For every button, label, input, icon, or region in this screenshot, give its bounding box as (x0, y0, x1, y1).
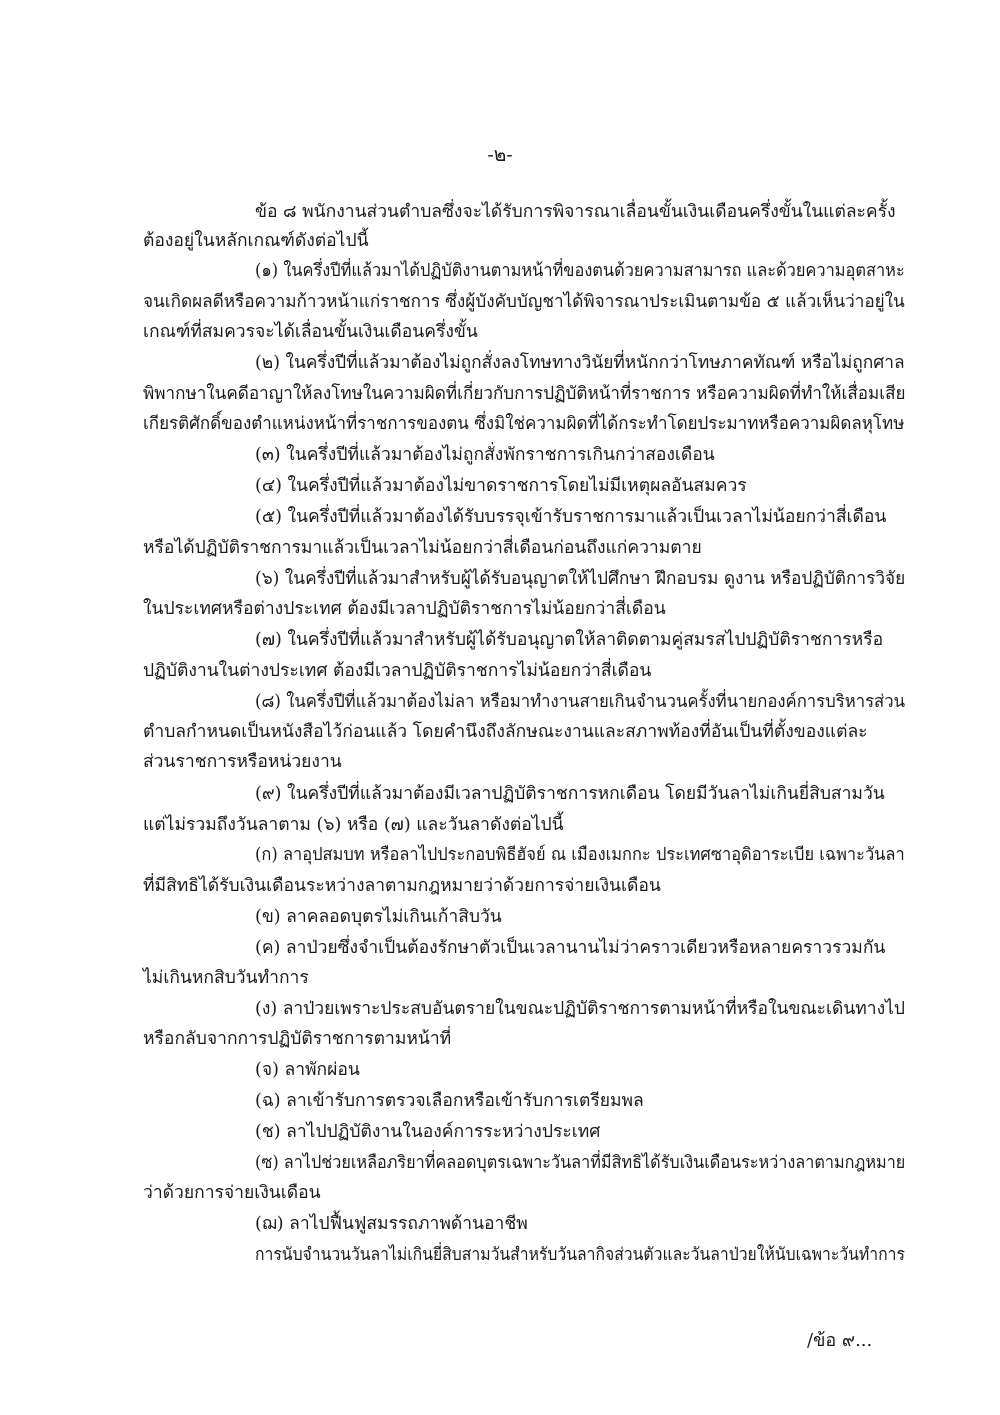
paragraph-line: (ฉ) ลาเข้ารับการตรวจเลือกหรือเข้ารับการเตรียมพล (255, 1091, 644, 1111)
paragraph-line: (๒) ในครึ่งปีที่แล้วมาต้องไม่ถูกสั่งลงโทษทางวินัยที่หนักกว่าโทษภาคทัณฑ์ หรือไม่ถูกศาล (255, 353, 905, 373)
paragraph-line: (๘) ในครึ่งปีที่แล้วมาต้องไม่ลา หรือมาทำงานสายเกินจำนวนครั้งที่นายกองค์การบริหารส่วน (255, 692, 906, 712)
paragraph-line: (๔) ในครึ่งปีที่แล้วมาต้องไม่ขาดราชการโดยไม่มีเหตุผลอันสมควร (255, 476, 747, 496)
paragraph-line: (ง) ลาป่วยเพราะประสบอันตรายในขณะปฏิบัติราชการตามหน้าที่หรือในขณะเดินทางไป (255, 999, 905, 1019)
paragraph-line: (จ) ลาพักผ่อน (255, 1060, 360, 1080)
paragraph-line: (๕) ในครึ่งปีที่แล้วมาต้องได้รับบรรจุเข้ารับราชการมาแล้วเป็นเวลาไม่น้อยกว่าสี่เดือน (255, 507, 887, 527)
paragraph-line: ว่าด้วยการจ่ายเงินเดือน (143, 1183, 321, 1203)
paragraph-line: ส่วนราชการหรือหน่วยงาน (143, 752, 342, 772)
paragraph-line: ข้อ ๘ พนักงานส่วนตำบลซึ่งจะได้รับการพิจารณาเลื่อนขั้นเงินเดือนครึ่งขั้นในแต่ละครั้ง (255, 202, 896, 222)
paragraph-line: พิพากษาในคดีอาญาให้ลงโทษในความผิดที่เกี่ยวกับการปฏิบัติหน้าที่ราชการ หรือความผิดที่ทำให้เสื่อมเสีย (143, 384, 906, 404)
paragraph-line: แต่ไม่รวมถึงวันลาตาม (๖) หรือ (๗) และวันลาดังต่อไปนี้ (143, 815, 564, 835)
paragraph-line: หรือได้ปฏิบัติราชการมาแล้วเป็นเวลาไม่น้อยกว่าสี่เดือนก่อนถึงแก่ความตาย (143, 538, 702, 558)
paragraph-line: การนับจำนวนวันลาไม่เกินยี่สิบสามวันสำหรับวันลากิจส่วนตัวและวันลาป่วยให้นับเฉพาะวันทำการ (255, 1245, 905, 1265)
paragraph-line: ที่มีสิทธิได้รับเงินเดือนระหว่างลาตามกฎหมายว่าด้วยการจ่ายเงินเดือน (143, 876, 661, 896)
paragraph-line: (๗) ในครึ่งปีที่แล้วมาสำหรับผู้ได้รับอนุญาตให้ลาติดตามคู่สมรสไปปฏิบัติราชการหรือ (255, 630, 884, 650)
paragraph-line: ในประเทศหรือต่างประเทศ ต้องมีเวลาปฏิบัติราชการไม่น้อยกว่าสี่เดือน (143, 599, 666, 619)
paragraph-line: (๙) ในครึ่งปีที่แล้วมาต้องมีเวลาปฏิบัติราชการหกเดือน โดยมีวันลาไม่เกินยี่สิบสามวัน (255, 784, 885, 804)
paragraph-line: ไม่เกินหกสิบวันทำการ (143, 968, 309, 988)
paragraph-line: (ข) ลาคลอดบุตรไม่เกินเก้าสิบวัน (255, 907, 502, 927)
paragraph-line: (ก) ลาอุปสมบท หรือลาไปประกอบพิธีฮัจย์ ณ เมืองเมกกะ ประเทศซาอุดิอาระเบีย เฉพาะวันลา (255, 845, 905, 865)
continuation-footer: /ข้อ ๙... (807, 1330, 873, 1351)
paragraph-line: เกณฑ์ที่สมควรจะได้เลื่อนขั้นเงินเดือนครึ่งขั้น (143, 322, 478, 342)
page-number: -๒- (487, 144, 513, 166)
paragraph-line: (๖) ในครึ่งปีที่แล้วมาสำหรับผู้ได้รับอนุญาตให้ไปศึกษา ฝึกอบรม ดูงาน หรือปฏิบัติการวิจัย (255, 569, 906, 589)
paragraph-line: (ซ) ลาไปช่วยเหลือภริยาที่คลอดบุตรเฉพาะวันลาที่มีสิทธิได้รับเงินเดือนระหว่างลาตามกฎหมาย (255, 1153, 906, 1173)
paragraph-line: (๓) ในครึ่งปีที่แล้วมาต้องไม่ถูกสั่งพักราชการเกินกว่าสองเดือน (255, 445, 715, 465)
paragraph-line: (ค) ลาป่วยซึ่งจำเป็นต้องรักษาตัวเป็นเวลานานไม่ว่าคราวเดียวหรือหลายคราวรวมกัน (255, 938, 886, 958)
paragraph-line: ตำบลกำหนดเป็นหนังสือไว้ก่อนแล้ว โดยคำนึงถึงลักษณะงานและสภาพท้องที่อันเป็นที่ตั้งของแต่ละ (143, 722, 868, 742)
paragraph-line: ปฏิบัติงานในต่างประเทศ ต้องมีเวลาปฏิบัติราชการไม่น้อยกว่าสี่เดือน (143, 661, 652, 681)
paragraph-line: เกียรติศักดิ์ของตำแหน่งหน้าที่ราชการของตน ซึ่งมิใช่ความผิดที่ได้กระทำโดยประมาทหรือความผิดลหุโทษ (143, 414, 905, 434)
paragraph-line: ต้องอยู่ในหลักเกณฑ์ดังต่อไปนี้ (143, 231, 369, 251)
paragraph-line: (ฌ) ลาไปฟื้นฟูสมรรถภาพด้านอาชีพ (255, 1214, 528, 1234)
paragraph-line: (ช) ลาไปปฏิบัติงานในองค์การระหว่างประเทศ (255, 1122, 601, 1142)
paragraph-line: (๑) ในครึ่งปีที่แล้วมาได้ปฏิบัติงานตามหน้าที่ของตนด้วยความสามารถ และด้วยความอุตสาหะ (255, 261, 905, 281)
paragraph-line: จนเกิดผลดีหรือความก้าวหน้าแก่ราชการ ซึ่งผู้บังคับบัญชาได้พิจารณาประเมินตามข้อ ๕ แล้วเห็นว่าอยู่ใน (143, 292, 905, 312)
paragraph-line: หรือกลับจากการปฏิบัติราชการตามหน้าที่ (143, 1029, 452, 1049)
